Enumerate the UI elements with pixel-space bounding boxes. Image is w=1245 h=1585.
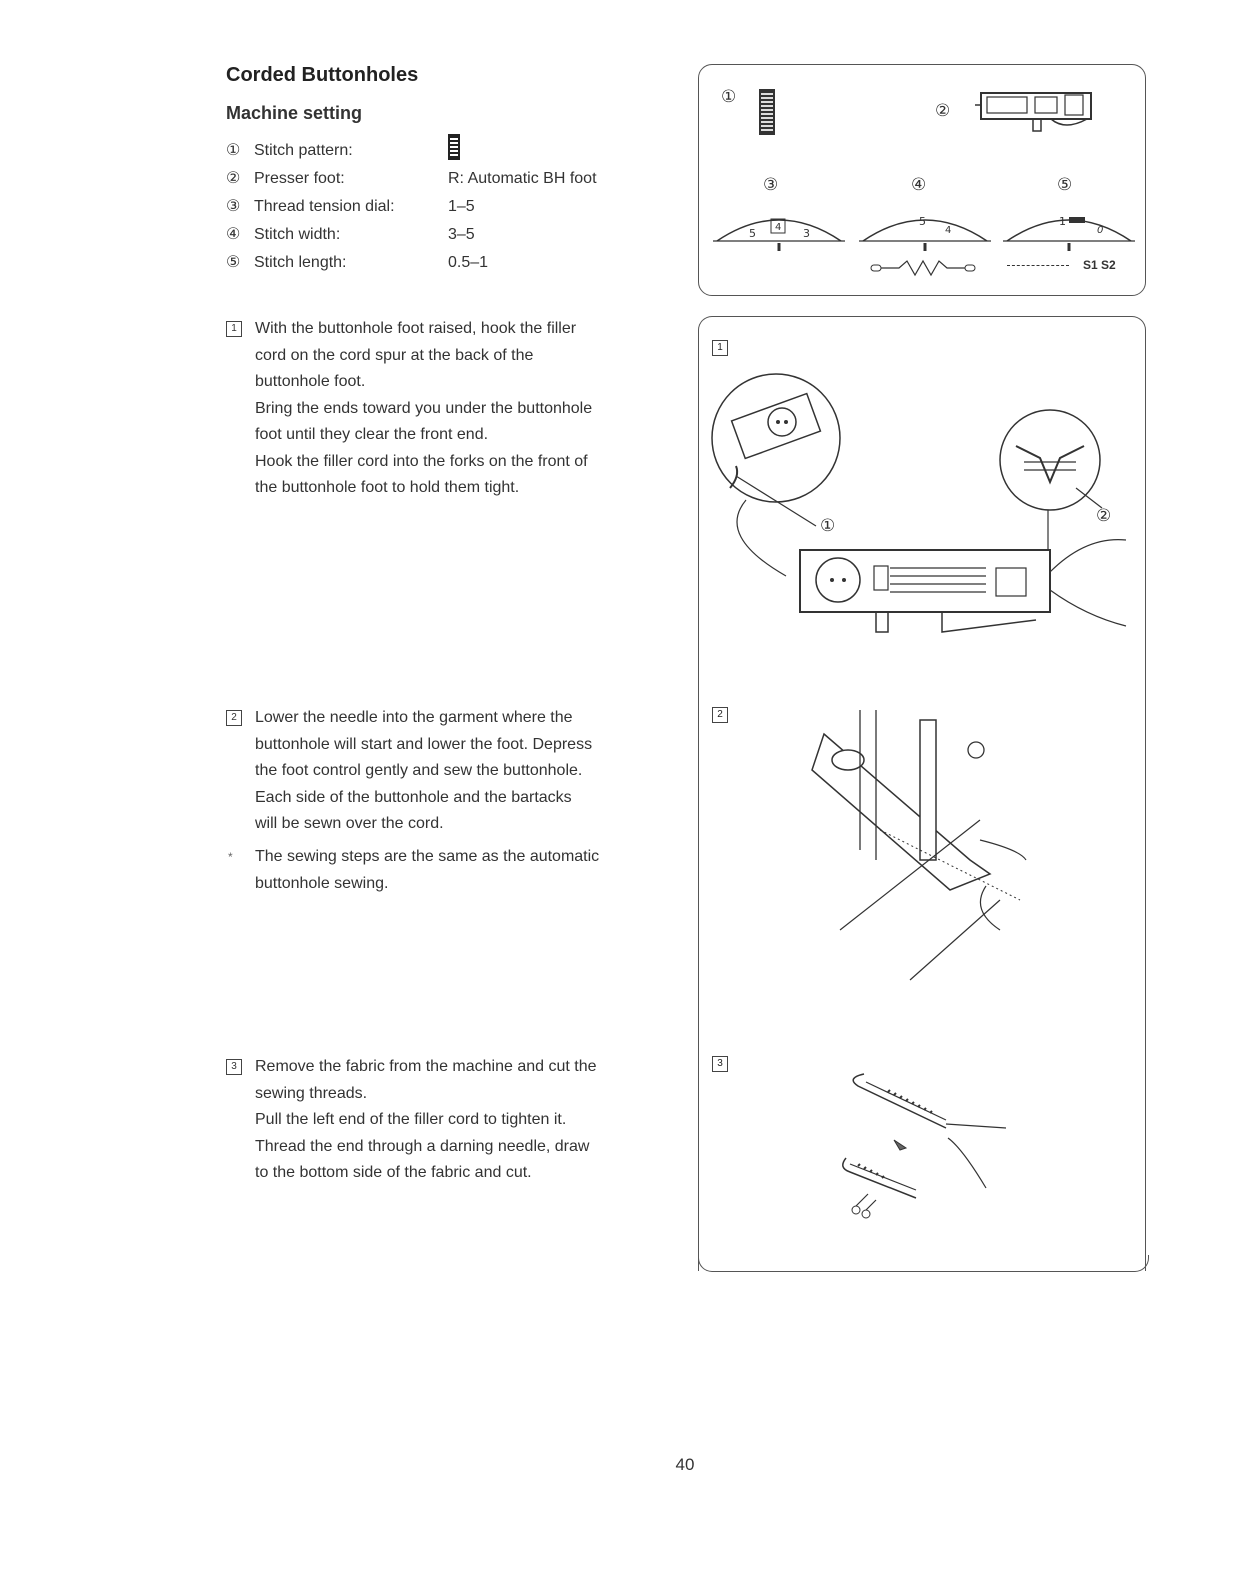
step-1 [226,316,656,502]
setting-value: 1–5 [448,198,475,215]
setting-label: Stitch pattern: [254,142,353,159]
step-2 [226,705,656,838]
step-text-line: Remove the fabric from the machine and cut the [255,1058,597,1075]
step-2-note [226,844,656,897]
step-text-line: Pull the left end of the filler cord to tighten it. [255,1111,567,1128]
buttonhole-pattern-icon [448,134,460,160]
callout-4: ④ [911,175,927,195]
step-text-line: Thread the end through a darning needle, draw [255,1137,590,1155]
step-number: 1 [226,321,242,337]
setting-value: R: Automatic BH foot [448,170,597,187]
section-subtitle: Machine setting [226,103,363,123]
callout-5: ⑤ [1057,175,1073,195]
callout-2: ② [1096,506,1112,526]
note-asterisk: * [228,850,233,864]
dial-mark: 5 [749,227,756,240]
step-number: 3 [226,1059,242,1075]
dial-mark: 1 [1059,215,1066,228]
setting-label: Presser foot: [254,170,345,187]
stitch-width-dial-icon [855,205,995,255]
step-text-line: buttonhole foot. [255,373,366,390]
cord-tightening-illustration [836,1068,1016,1228]
stitch-length-dial-icon [999,205,1139,255]
page-title: Corded Buttonholes [226,64,419,86]
dial-mark: 4 [775,222,782,233]
setting-row-stitch-length [226,252,646,276]
callout-1: ① [721,87,737,107]
step-text-line: cord on the cord spur at the back of the [255,346,534,364]
figure-label: 1 [712,340,728,356]
dial-mark: 5 [919,215,926,228]
thread-tension-dial-icon [709,205,849,255]
length-legend-dashes [1007,265,1069,266]
step-text-line: Lower the needle into the garment where the [255,709,573,726]
setting-row-stitch-width [226,224,646,248]
stitch-pattern-icon [759,89,775,135]
setting-value: 3–5 [448,226,475,243]
callout-1: ① [820,516,836,536]
step-3 [226,1054,656,1187]
length-legend-label: S1 S2 [1083,258,1116,272]
machine-setting-figure [698,64,1146,296]
setting-label: Stitch length: [254,254,347,271]
step-text-line: Hook the filler cord into the forks on the front of [255,452,588,470]
callout-3: ③ [763,175,779,195]
steps-figure-panel-bottom [698,1255,1149,1272]
dial-mark: 0 [1097,225,1104,236]
step-text-line: sewing threads. [255,1084,368,1102]
setting-number: ② [226,170,241,187]
zigzag-width-icon [869,255,989,281]
setting-number: ⑤ [226,254,241,271]
setting-row-presser-foot [226,168,646,192]
setting-row-stitch-pattern [226,140,646,164]
step-text-line: to the bottom side of the fabric and cut. [255,1164,532,1181]
dial-mark: 3 [803,227,810,240]
setting-value: 0.5–1 [448,254,489,271]
step-text-line: the buttonhole foot to hold them tight. [255,479,520,496]
note-text-line: buttonhole sewing. [255,874,389,892]
page-number: 40 [675,1455,695,1474]
presser-foot-icon [975,87,1105,137]
setting-number: ③ [226,198,241,215]
step-text-line: foot until they clear the front end. [255,426,489,443]
sewing-buttonhole-illustration [800,710,1040,990]
step-text-line: buttonhole will start and lower the foot. Depress [255,735,593,753]
setting-number: ④ [226,226,241,243]
step-text-line: Bring the ends toward you under the buttonhole [255,399,593,417]
setting-label: Thread tension dial: [254,198,395,215]
step-text-line: Each side of the buttonhole and the bartacks [255,788,572,806]
setting-number: ① [226,142,241,159]
figure-label: 2 [712,707,728,723]
step-text-line: With the buttonhole foot raised, hook the filler [255,320,577,337]
setting-label: Stitch width: [254,226,341,243]
figure-label: 3 [712,1056,728,1072]
setting-row-thread-tension [226,196,646,220]
callout-2: ② [935,101,951,121]
step-text-line: will be sewn over the cord. [255,815,444,832]
note-text-line: The sewing steps are the same as the automatic [255,848,600,865]
buttonhole-foot-cord-illustration [706,376,1136,646]
step-text-line: the foot control gently and sew the buttonhole. [255,762,583,779]
dial-mark: 4 [945,225,952,236]
step-number: 2 [226,710,242,726]
